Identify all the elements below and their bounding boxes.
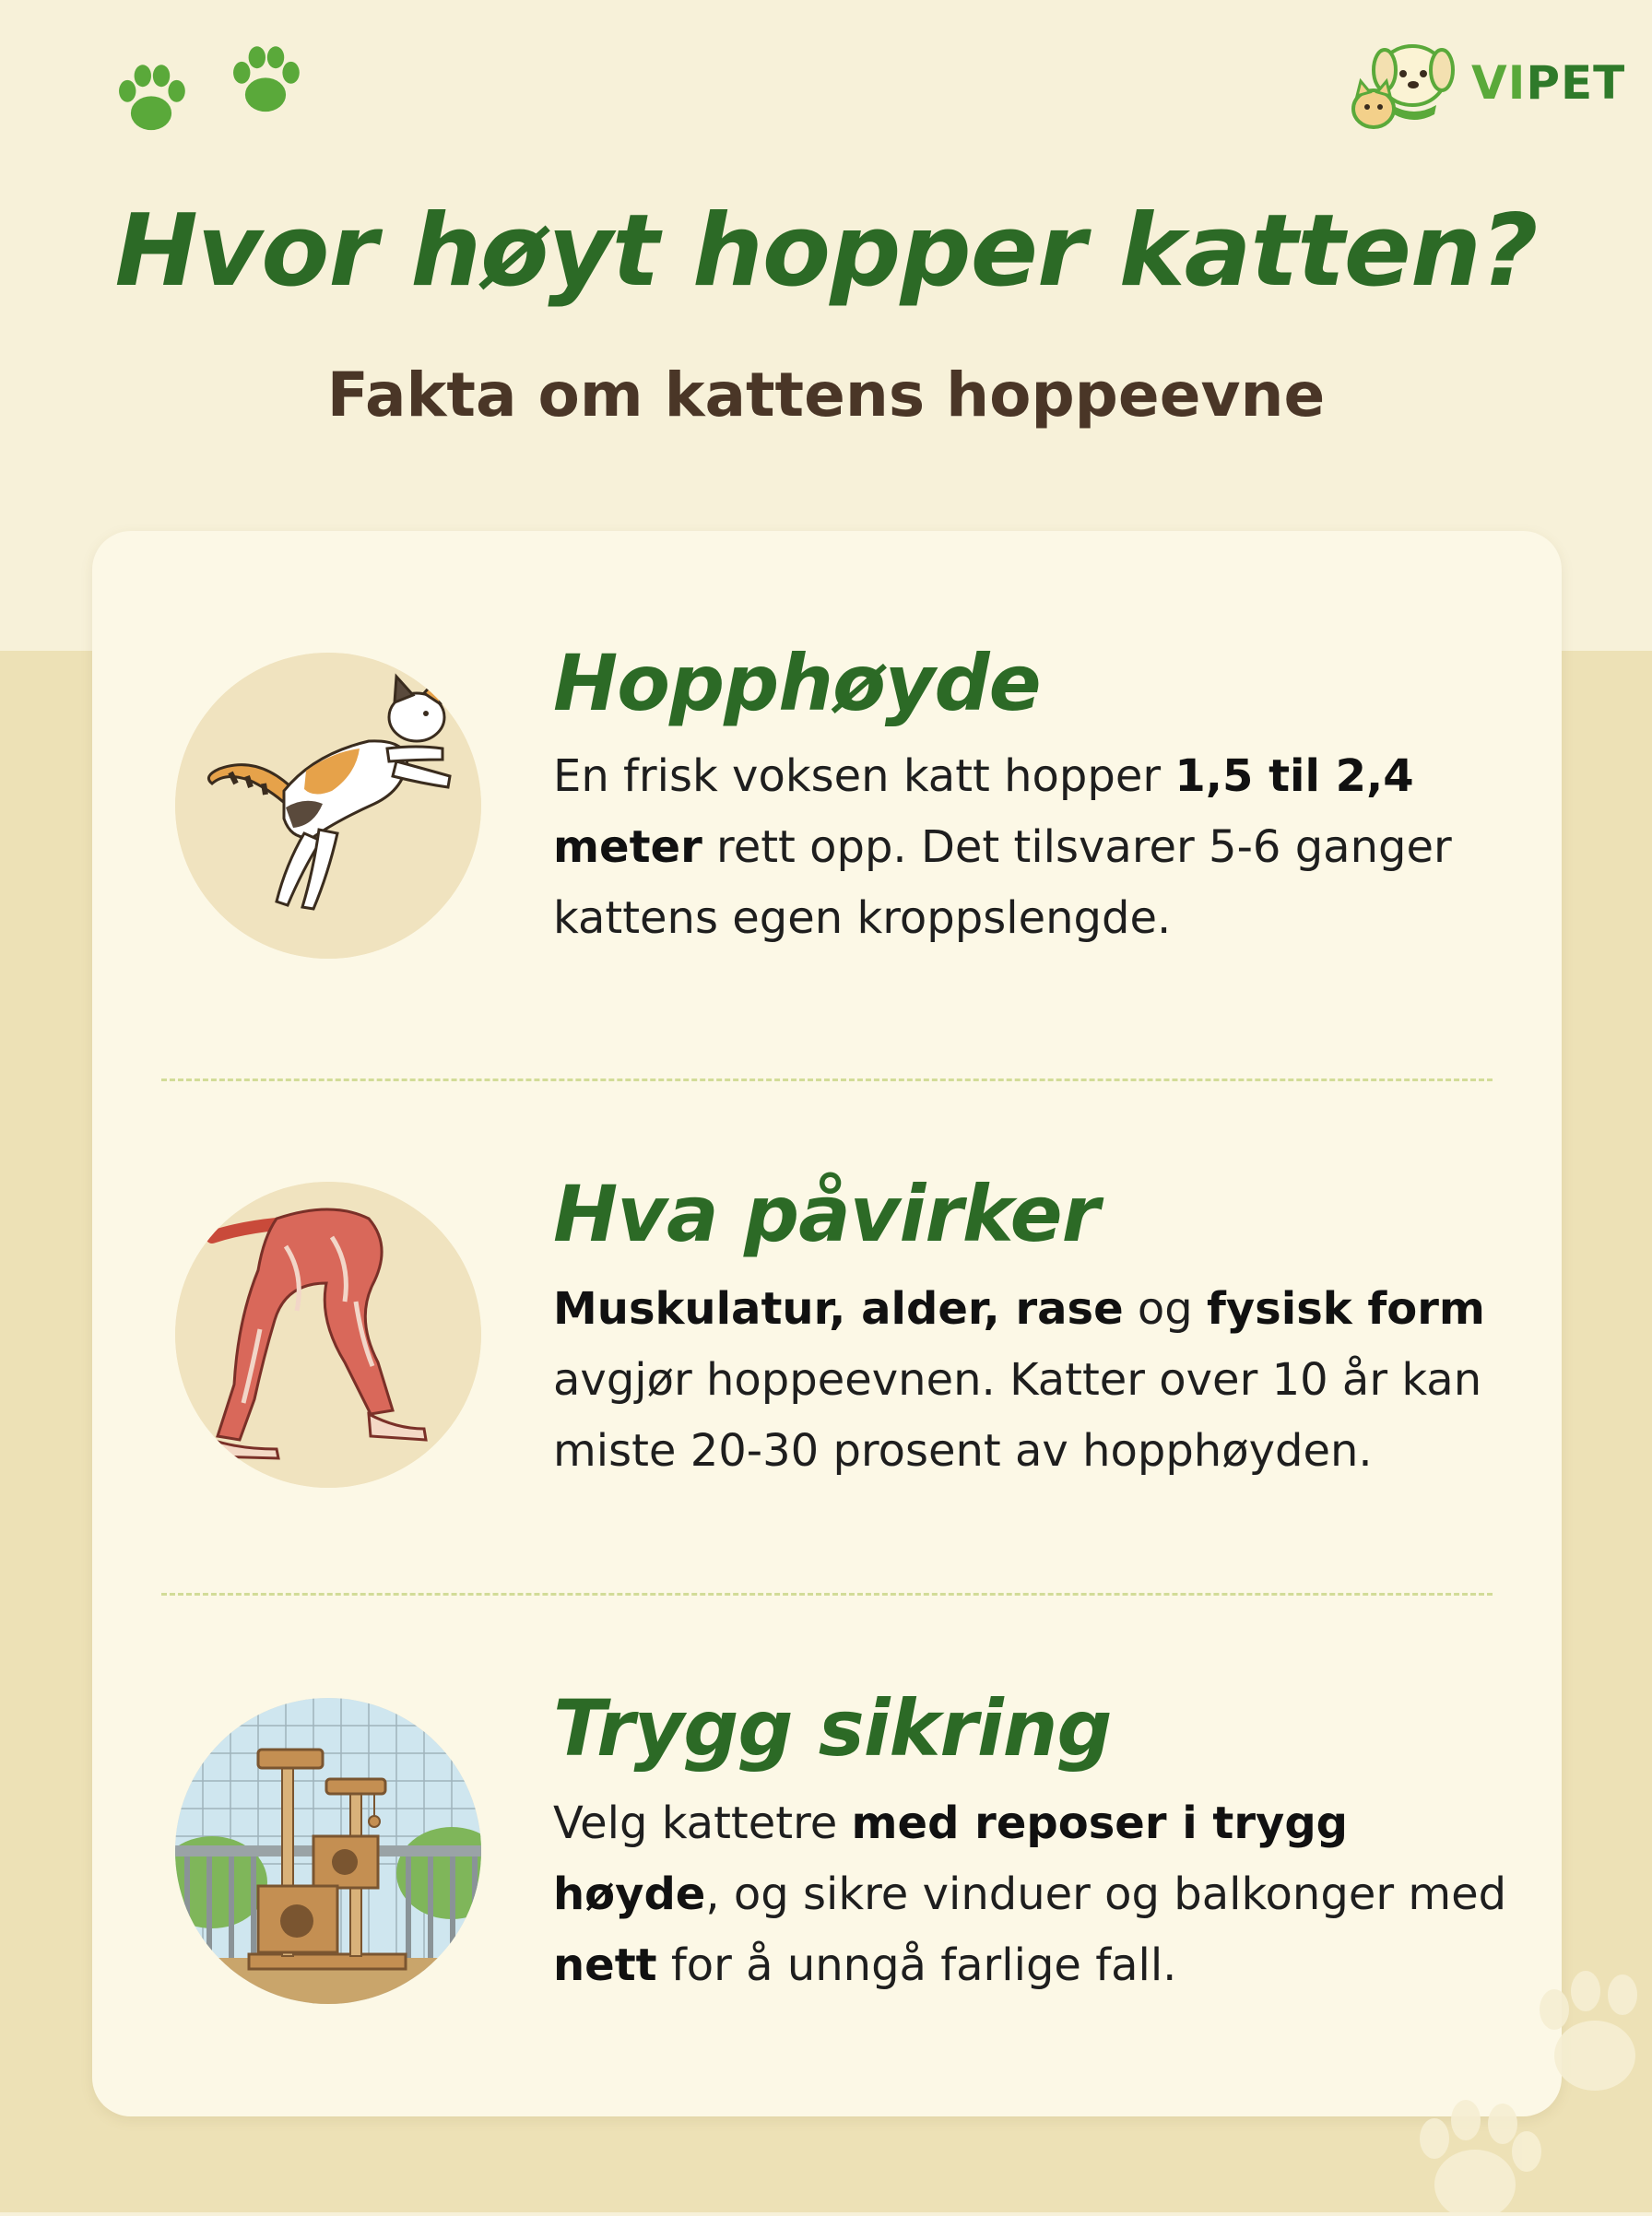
highlighted-text: Muskulatur, alder, rase (553, 1283, 1124, 1335)
page-subtitle: Fakta om kattens hoppeevne (326, 360, 1326, 430)
body-text: rett opp. Det tilsvarer 5-6 ganger kattens egen kroppslengde. (553, 821, 1452, 944)
body-text: En frisk voksen katt hopper (553, 750, 1175, 802)
jumping-cat-icon (175, 653, 481, 959)
brand-name-part2: PET (1526, 56, 1626, 110)
paw-print-icon (1364, 1954, 1652, 2212)
paw-print-icon (109, 57, 194, 142)
highlighted-text: fysisk form (1207, 1283, 1485, 1335)
body-text: avgjør hoppeevnen. Katter over 10 år kan miste 20-30 prosent av hopphøyden. (553, 1354, 1482, 1477)
dog-and-cat-logo-icon (1337, 28, 1466, 138)
section-title: Hva påvirker (553, 1169, 1100, 1259)
section-body (553, 1274, 1512, 1487)
highlighted-text: nett (553, 1939, 657, 1991)
highlighted-text: 1,5 til 2,4 meter (553, 750, 1414, 873)
section-body (553, 741, 1512, 954)
page-title: Hvor høyt hopper katten? (114, 194, 1538, 309)
cat-tree-balcony-icon (175, 1698, 481, 2004)
body-text: Velg kattetre (553, 1798, 852, 1849)
section-title: Hopphøyde (553, 638, 1041, 728)
section-divider (161, 1593, 1493, 1596)
brand-name-part1: VI (1471, 56, 1527, 110)
facts-card (92, 531, 1562, 2116)
cat-leg-muscles-icon (175, 1182, 481, 1488)
vipet-logo[interactable] (1337, 28, 1641, 138)
section-title: Trygg sikring (553, 1683, 1112, 1774)
body-text: for å unngå farlige fall. (656, 1939, 1177, 1991)
paw-print-icon (223, 39, 308, 124)
decorative-paws (1364, 1954, 1652, 2212)
highlighted-text: med reposer i trygg høyde (553, 1798, 1349, 1920)
body-text: , og sikre vinduer og balkonger med (705, 1868, 1507, 1920)
section-divider (161, 1079, 1493, 1081)
body-text: og (1123, 1283, 1207, 1335)
brand-name (1471, 56, 1625, 110)
